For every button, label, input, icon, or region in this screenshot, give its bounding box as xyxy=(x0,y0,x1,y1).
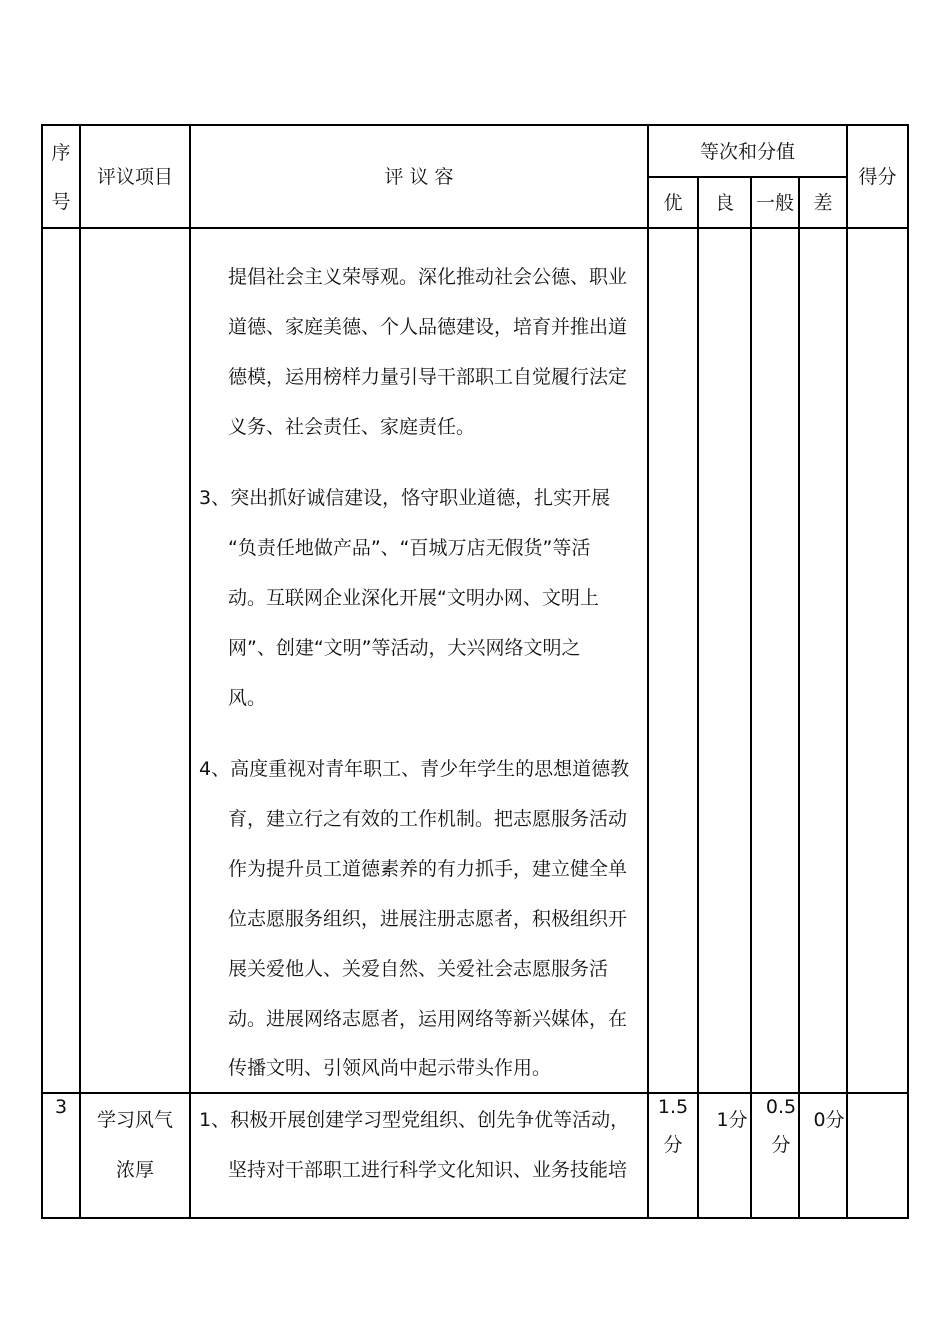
header-grade-good: 良 xyxy=(714,192,734,214)
col-border-fair xyxy=(798,176,800,1219)
header-bottom-border xyxy=(41,227,909,229)
content-line: 网”、创建“文明”等活动，大兴网络文明之 xyxy=(228,637,581,659)
grade-header-divider xyxy=(647,176,847,178)
content-line: 动。进展网络志愿者，运用网络等新兴媒体，在 xyxy=(228,1008,628,1030)
row3-item-line-2: 浓厚 xyxy=(115,1159,154,1181)
col-border-good xyxy=(750,176,752,1219)
header-item: 评议项目 xyxy=(96,166,173,188)
header-score: 得分 xyxy=(858,166,897,188)
col-border-seq xyxy=(79,124,81,1219)
header-seq-char-2: 号 xyxy=(51,191,71,213)
row3-seq: 3 xyxy=(54,1096,68,1118)
table-top-border xyxy=(41,124,909,126)
col-border-excellent xyxy=(697,176,699,1219)
content-line: 传播文明、引领风尚中起示带头作用。 xyxy=(228,1057,552,1079)
content-line: 展关爱他人、关爱自然、关爱社会志愿服务活 xyxy=(228,958,609,980)
row3-score-excellent-unit: 分 xyxy=(663,1134,683,1156)
content-line: 德模，运用榜样力量引导干部职工自觉履行法定 xyxy=(228,366,628,388)
row3-score-good: 1分 xyxy=(716,1109,748,1131)
header-grade-group: 等次和分值 xyxy=(699,141,795,163)
content-line: 提倡社会主义荣辱观。深化推动社会公德、职业 xyxy=(228,266,628,288)
row3-top-border xyxy=(41,1092,909,1094)
col-border-left xyxy=(41,124,43,1219)
col-border-content xyxy=(647,124,649,1219)
content-line: “负责任地做产品”、“百城万店无假货”等活 xyxy=(228,537,591,559)
content-line: 作为提升员工道德素养的有力抓手，建立健全单 xyxy=(228,858,628,880)
header-seq-char-1: 序 xyxy=(51,142,71,164)
content-line: 4、高度重视对青年职工、青少年学生的思想道德教 xyxy=(199,758,630,780)
row3-score-excellent-value: 1.5 xyxy=(657,1096,689,1118)
col-border-right xyxy=(907,124,909,1219)
content-line: 坚持对干部职工进行科学文化知识、业务技能培 xyxy=(228,1159,628,1181)
header-grade-poor: 差 xyxy=(813,192,833,214)
content-line: 位志愿服务组织，进展注册志愿者，积极组织开 xyxy=(228,908,628,930)
content-line: 3、突出抓好诚信建设，恪守职业道德，扎实开展 xyxy=(199,487,611,509)
row3-item-line-1: 学习风气 xyxy=(96,1109,173,1131)
content-line: 动。互联网企业深化开展“文明办网、文明上 xyxy=(228,587,599,609)
row3-score-poor: 0分 xyxy=(813,1109,845,1131)
content-line: 育，建立行之有效的工作机制。把志愿服务活动 xyxy=(228,808,628,830)
row3-score-fair-value: 0.5 xyxy=(765,1096,797,1118)
header-content: 评 议 容 xyxy=(384,166,454,188)
table-bottom-border xyxy=(41,1217,909,1219)
content-line: 1、积极开展创建学习型党组织、创先争优等活动， xyxy=(199,1109,630,1131)
header-grade-excellent: 优 xyxy=(663,192,683,214)
col-border-item xyxy=(189,124,191,1219)
content-line: 道德、家庭美德、个人品德建设，培育并推出道 xyxy=(228,316,628,338)
content-line: 义务、社会责任、家庭责任。 xyxy=(228,416,476,438)
col-border-poor xyxy=(846,124,848,1219)
row3-score-fair-unit: 分 xyxy=(771,1134,791,1156)
header-grade-fair: 一般 xyxy=(755,192,794,214)
content-line: 风。 xyxy=(228,687,267,709)
